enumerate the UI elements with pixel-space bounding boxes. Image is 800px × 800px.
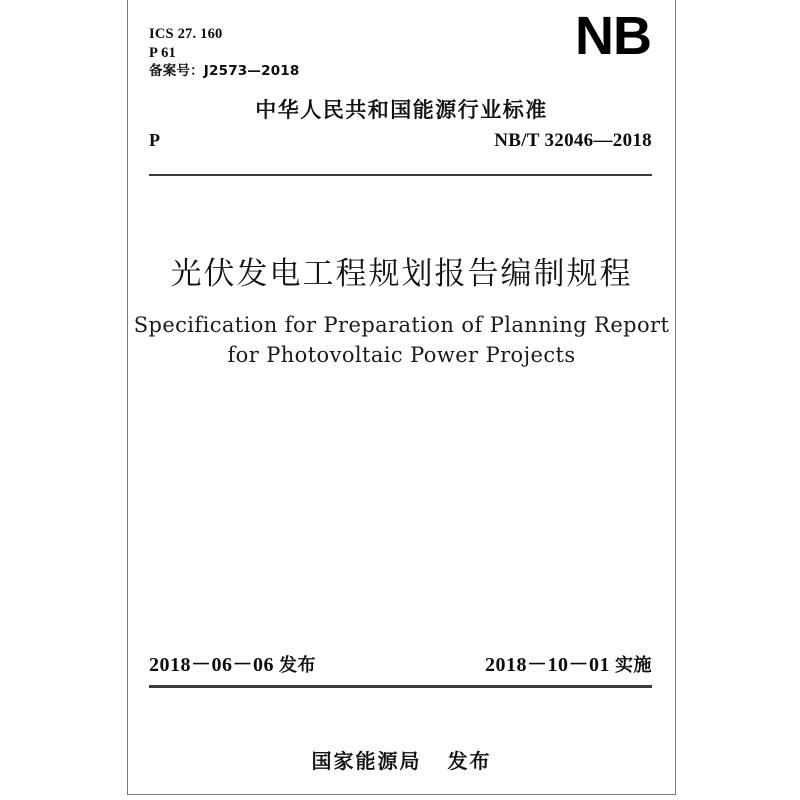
- english-title-line-2: for Photovoltaic Power Projects: [227, 343, 576, 367]
- document-title-english: [128, 311, 675, 371]
- classification-code: P 61: [149, 45, 176, 62]
- issue-date-label: 发布: [279, 655, 316, 676]
- ics-code: ICS 27. 160: [149, 26, 223, 42]
- divider-rule-top: [149, 174, 652, 176]
- publisher-line: [128, 745, 675, 774]
- nb-emblem: NB: [575, 6, 651, 66]
- dates-row: [149, 648, 652, 677]
- document-page: [127, 0, 676, 795]
- header-code-block: [149, 25, 299, 81]
- issue-date-value: 2018－06－06: [149, 654, 274, 676]
- effective-date-value: 2018－10－01: [485, 654, 610, 676]
- record-number: 备案号：J2573—2018: [149, 63, 300, 80]
- publisher-action: 发布: [447, 749, 492, 773]
- document-title-chinese: 光伏发电工程规划报告编制规程: [170, 256, 633, 292]
- publisher-organization: 国家能源局: [311, 749, 422, 773]
- effective-date-label: 实施: [615, 655, 652, 676]
- category-letter: P: [149, 130, 160, 150]
- standard-authority-heading: 中华人民共和国能源行业标准: [255, 98, 548, 122]
- effective-date: [485, 648, 652, 677]
- standard-number: NB/T 32046—2018: [494, 130, 652, 151]
- title-block: [128, 256, 675, 371]
- divider-rule-bottom: [149, 685, 652, 688]
- issue-date: [149, 648, 316, 677]
- standard-designator-row: [149, 130, 652, 152]
- english-title-line-1: Specification for Preparation of Planning Report: [133, 313, 670, 338]
